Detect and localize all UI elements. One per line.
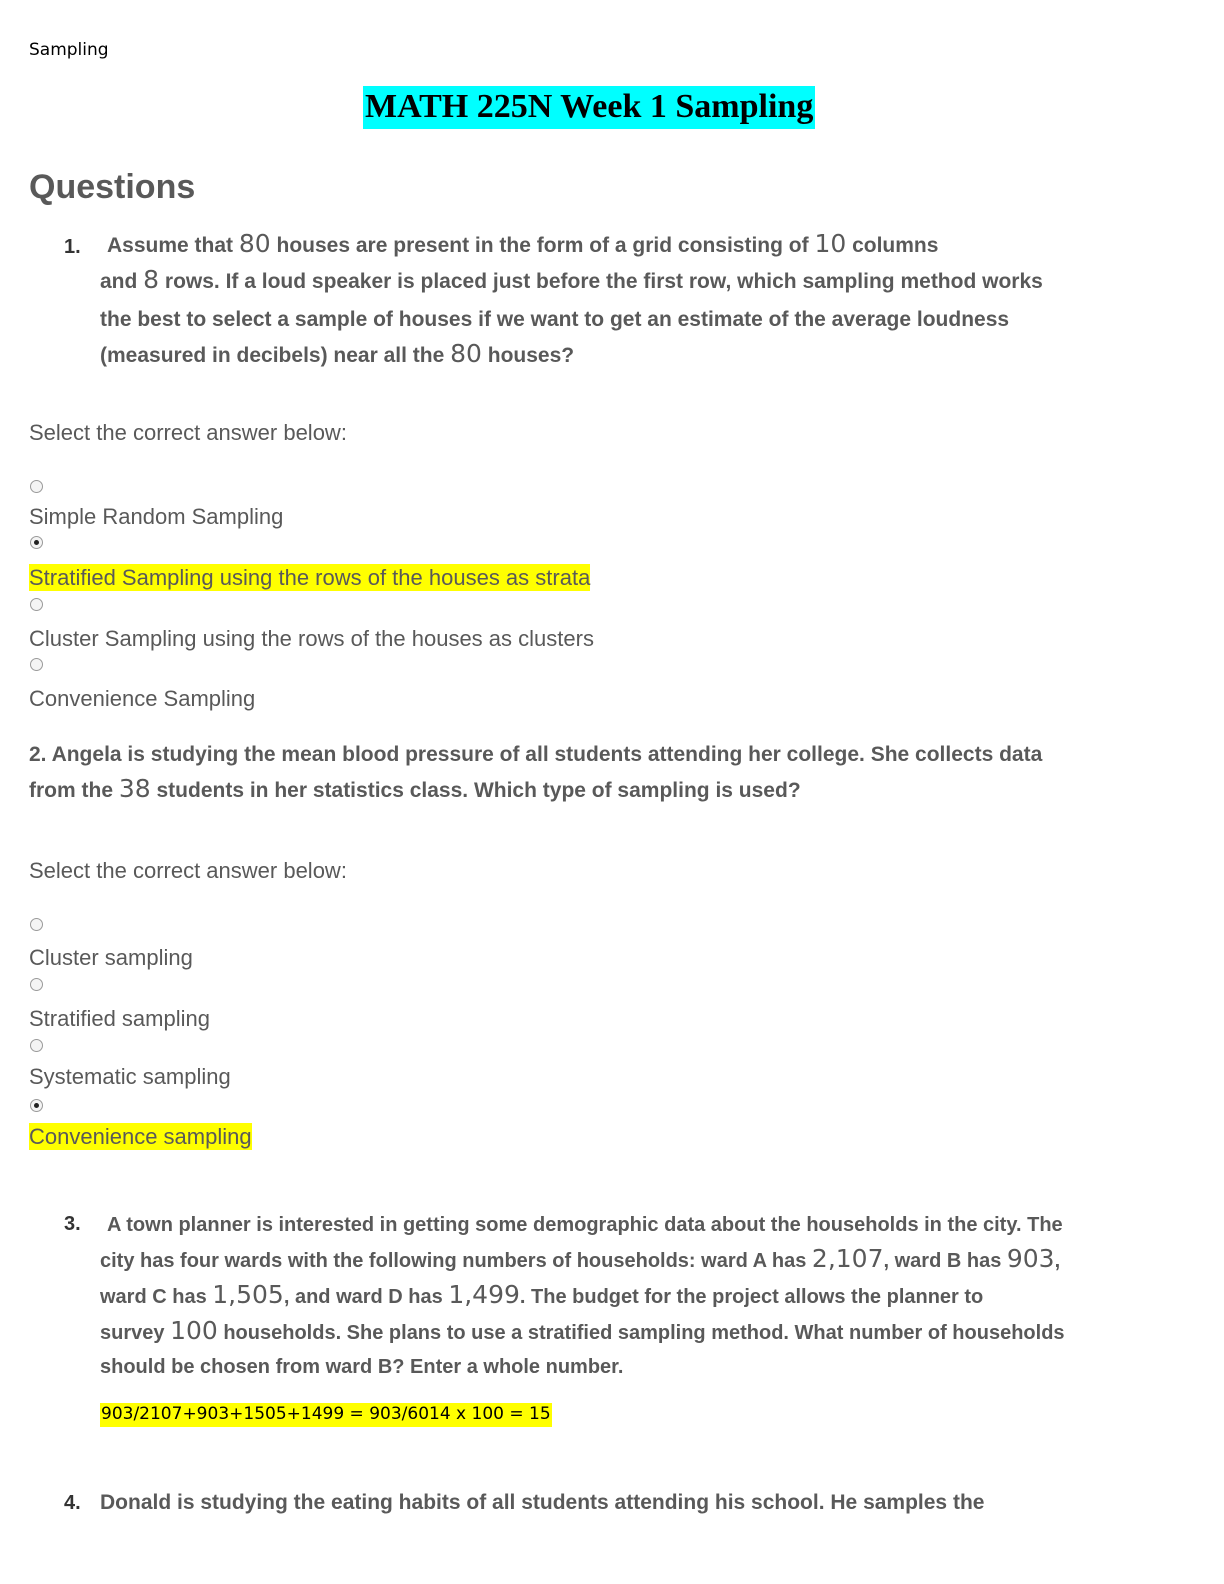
q1-option-4-label: Convenience Sampling xyxy=(29,686,256,711)
q2-option-1-radio[interactable] xyxy=(30,918,43,931)
question-4-text: Donald is studying the eating habits of all students attending his school. He samples the xyxy=(100,1491,985,1514)
question-2-text: 2. Angela is studying the mean blood pressure of all students attending her college. She collects data from the 38 students in her statistics class. Which type of sampling is used? xyxy=(29,743,1043,803)
q1-option-4-radio[interactable] xyxy=(30,658,43,671)
question-2-prompt: Select the correct answer below: xyxy=(29,858,347,883)
q1-option-3-radio[interactable] xyxy=(30,598,43,611)
q2-option-3-radio[interactable] xyxy=(30,1039,43,1052)
question-3-answer: 903/2107+903+1505+1499 = 903/6014 x 100 = 15 xyxy=(100,1403,552,1427)
question-3-text: A town planner is interested in getting some demographic data about the households in the city. The city has four wards with the following numbers of households: ward A has 2,107, ward B has 903, ward C has 1,505, and ward D has 1,499. The budget for the project allows the planner to survey 100 households. She plans to use a stratified sampling method. What number of households should be chosen from ward B? Enter a whole number. xyxy=(100,1214,1065,1378)
question-3-number: 3. xyxy=(64,1213,81,1235)
section-heading: Questions xyxy=(29,168,196,206)
q2-option-2-radio[interactable] xyxy=(30,978,43,991)
q2-option-3-label: Systematic sampling xyxy=(29,1064,231,1089)
q1-option-1-label: Simple Random Sampling xyxy=(29,504,284,529)
document-title: MATH 225N Week 1 Sampling xyxy=(363,86,815,129)
question-1-number: 1. xyxy=(64,236,81,258)
q1-option-2-label: Stratified Sampling using the rows of the houses as strata xyxy=(29,565,591,590)
q1-option-2-radio[interactable] xyxy=(30,536,43,549)
q2-option-2-label: Stratified sampling xyxy=(29,1006,210,1031)
page-header-label: Sampling xyxy=(29,40,109,60)
question-1-text: Assume that 80 houses are present in the form of a grid consisting of 10 columns and 8 rows. If a loud speaker is placed just before the first row, which sampling method works the best to select a sample of houses if we want to get an estimate of the average loudness (measured in decibels) near all the 80 houses? xyxy=(100,229,1043,368)
q2-option-4-label: Convenience sampling xyxy=(29,1124,252,1149)
q2-option-4-radio[interactable] xyxy=(30,1099,43,1112)
question-1-prompt: Select the correct answer below: xyxy=(29,420,347,445)
q2-option-1-label: Cluster sampling xyxy=(29,945,193,970)
q1-option-1-radio[interactable] xyxy=(30,480,43,493)
q1-option-3-label: Cluster Sampling using the rows of the houses as clusters xyxy=(29,626,594,651)
question-4-number: 4. xyxy=(64,1492,81,1514)
